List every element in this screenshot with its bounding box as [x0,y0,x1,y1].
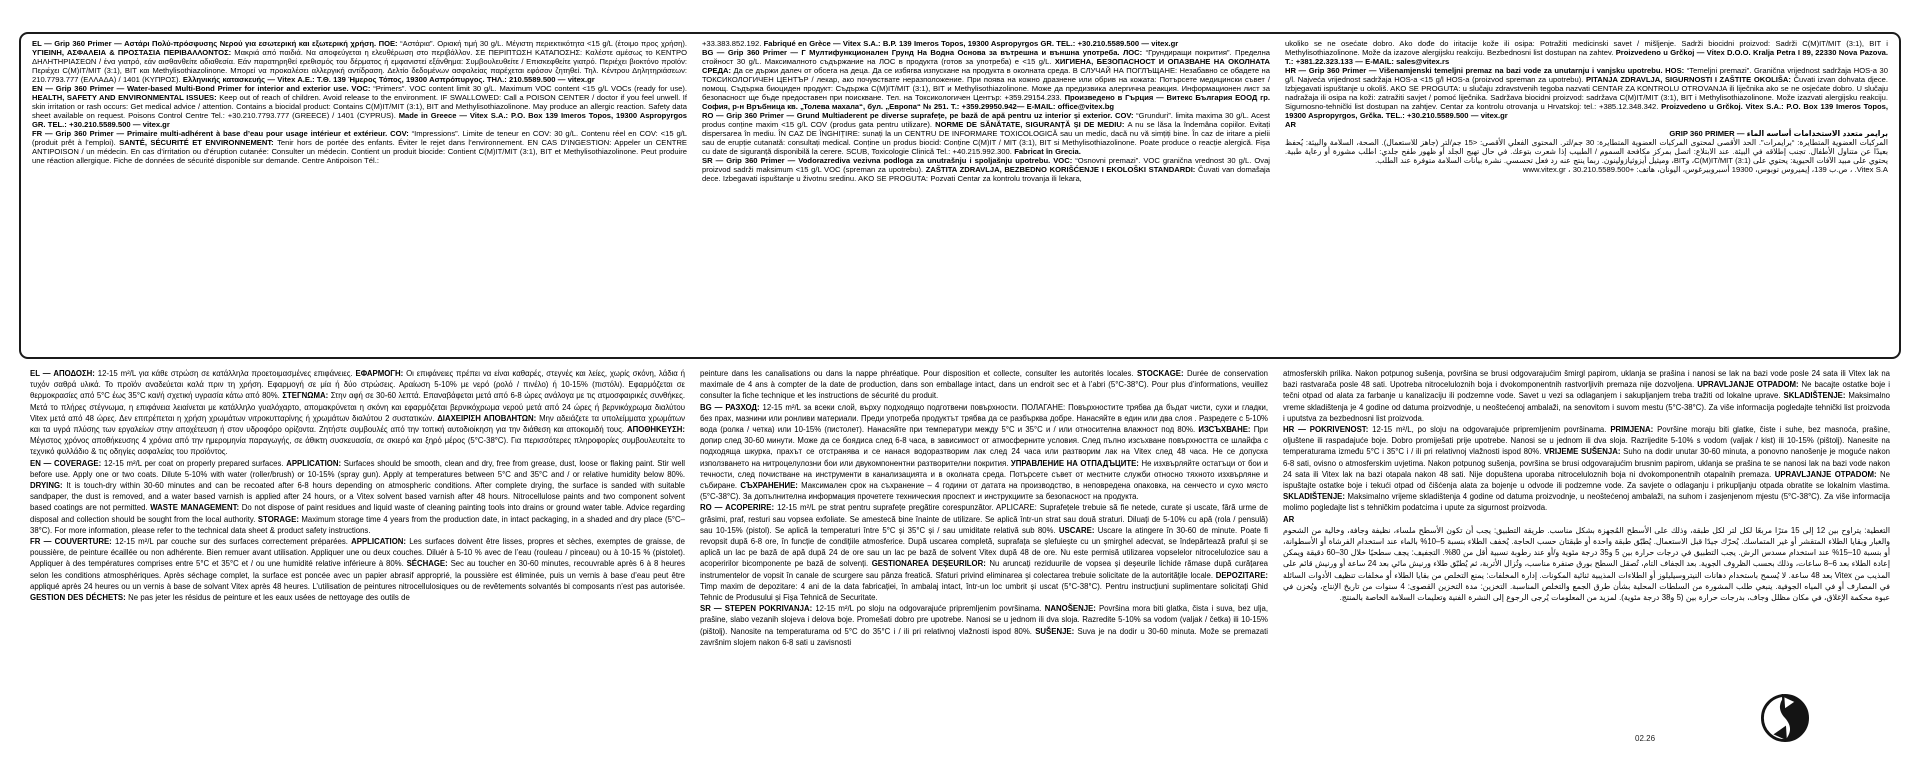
el-instructions-text: EL — ΑΠΟΔΟΣΗ: 12-15 m²/L για κάθε στρώση σε κατάλληλα προετοιμασμένες επιφάνειες. ΕΦΑΡΜΟΓΗ: Οι επιφάνειες πρέπει να είναι καθαρές, στεγνές και λείες, χωρίς σκόνη, λάδια ή τυχόν σαθρά υλικά. Το προϊόν αναδεύεται καλά πριν τη χρήση. Εφαρμογή σε μία ή δύο στρώσεις. Αραίωση 5-10% με νερό (ρολό / πινέλο) ή 10-15% (πιστόλι). Εφαρμόζεται σε θερμοκρασίες από 5°C έως 35°C και/ή σχετική υγρασία κάτω από 80%. ΣΤΕΓΝΩΜΑ: Στην αφή σε 30-60 λεπτά. Επαναβάφεται μετά από 6-8 ώρες ανάλογα με τις ατμοσφαιρικές συνθήκες. Μετά το πλήρες στέγνωμα, η επιφάνεια λειαίνεται με κατάλληλο γυαλόχαρτο, απομακρύνεται η σκόνη και εφαρμόζεται βερνικόχρωμα νερού μετά από 24 ώρες ή βερνικόχρωμα διαλύτου Vitex μετά από 48 ώρες. Δεν επιτρέπεται η χρήση χρωμάτων νιτροκυτταρίνης ή χρωμάτων διαλύτου 2 συστατικών. ΔΙΑΧΕΙΡΙΣΗ ΑΠΟΒΛΗΤΩΝ: Μην αδειάζετε τα υπολείμματα χρωμάτων και τα υγρά πλύσης των εργαλείων στην αποχέτευση ή στον υδροφόρο ορίζοντα. Ζητήστε συμβουλές από την τοπική αυτοδιοίκηση για την διάθεση και αποκομιδή τους. ΑΠΟΘΗΚΕΥΣΗ: Μέγιστος χρόνος αποθήκευσης 4 χρόνια από την ημερομηνία παραγωγής, σε άθικτη συσκευασία, σε σκιερό και ξηρό μέρος (5°C-38°C). Για περισσότερες πληροφορίες συμβουλευτείτε το τεχνικό φυλλάδιο & τις οδηγίες ασφαλείας του προϊόντος. [30,369,685,457]
fr-instructions-text: FR — COUVERTURE: 12-15 m²/L par couche sur des surfaces correctement préparées. APPLICATION: Les surfaces doivent être lisses, propres et sèches, exemptes de graisse, de poussière, de peinture écaillée ou non adhérente. Bien remuer avant utilisation. Appliquer une ou deux couches. Diluér à 5-10 % avec de l’eau (rouleau / pinceau) ou à 10-15 % (pistolet). Appliquer à des températures comprises entre 5°C et 35°C et / ou une humidité relative inférieure à 80%. SÉCHAGE: Sec au toucher en 30-60 minutes, recouvrable après 6 à 8 heures selon les conditions atmosphériques. Après séchage complet, la surface est poncée avec un papier abrasif approprié, la poussière est éliminée, puis un vernis à base d’eau peut être appliqué après 24 heures ou un vernis à base de solvant Vitex après 48 heures. L’utilisation de peintures nitrocellulosiques ou de revêtements solvantés bi composants n’est pas autorisée. GESTION DES DÉCHETS: Ne pas jeter les résidus de peinture et les eaux usées de nettoyage des outils de [30,537,685,603]
fr-regulatory-continuation: +33.383.852.192. Fabriqué en Grèce — Vitex S.A.: B.P. 139 Imeros Topos, 19300 Aspropyrgos GR. TEL.: +30.210.5589.500 — vitex.gr [702,39,1179,48]
ar-instructions-text: التغطية: يتراوح بين 12 إلى 15 مترًا مربعًا لكل لتر لكل طبقة، وذلك على الأسطح المُجهزة بشكل مناسب. طريقة التطبيق: يجب أن تكون الأسطح ملساء، نظيفة وجافة، وخالية من الشحوم والغبار وبقايا الطلاء المتقشر أو غير المتماسك. يُحرّك جيدًا قبل الاستعمال. يُطبّق طبقة واحدة أو طبقتان حسب الحاجة. يُخفف الطلاء بنسبة 5–10% بالماء عند استخدام الفرشاة أو الأسطوانة، أو بنسبة 10–15% عند استخدام مسدس الرش. يجب التطبيق في درجات حرارة بين 5 و35 درجة مئوية و/أو عند رطوبة نسبية أقل من 80%. التجفيف: يجف سطحيًا خلال 30–60 دقيقة ويمكن إعادة الطلاء بعد 6–8 ساعات، وذلك بحسب الظروف الجوية. بعد الجفاف التام، تُصقل السطح بورق صنفرة مناسب، وتُزال الأتربة، ثم يُطبّق طلاء ورنيش مائي بعد 24 ساعة أو ورنيش قائم على المذيب من Vitex بعد 48 ساعة. لا يُسمح باستخدام دهانات النيتروسيليلوز أو الطلاءات المذيبية ثنائية المكونات. إدارة المخلفات: يمنع التخلص من بقايا الطلاء أو مخلفات تنظيف الأدوات السائلة في المصارف أو في المياه الجوفية. ينبغي طلب المشورة من السلطات المحلية بشأن طرق الجمع والتخلص المناسبة. التخزين: مدة التخزين القصوى: 4 سنوات من تاريخ الإنتاج، ويُخزن في عبوة محكمة الإغلاق، في مكان مظلل وجاف، بدرجات حرارة بين (5 و38 درجة مئوية). لمزيد من المعلومات يُرجى الرجوع إلى النشرة الفنية وتعليمات السلامة الخاصة بالمنتج. [1283,525,1890,603]
instructions-column-1 [30,368,685,778]
regulatory-column-3 [1285,39,1888,354]
instructions-column-3 [1283,368,1890,778]
hr-instructions-text: HR — POKRIVENOST: 12-15 m²/L, po sloju na odgovarajuće pripremljenim površinama. PRIMJENA: Površine moraju biti glatke, čiste i suhe, bez masnoća, prašine, oljuštene ili raspadajuće boje. Dobro promiješati prije upotrebe. Nanosi se u jednom ili dva sloja. Razrijedite 5-10% s vodom (valjak / kist) ili 10-15% (pištolj). Nanesite na temperaturama između 5°C i 35°C i / ili pri relativnoj vlažnosti ispod 80%. VRIJEME SUŠENJA: Suho na dodir unutar 30-60 minuta, a ponovno nanošenje je moguće nakon 6-8 sati, ovisno o atmosferskim uvjetima. Nakon potpunog sušenja, površina se brusi odgovarajućim brusnim papirom, uklanja se prašina te se nanosi lak na bazi vode nakon 24 sata ili Vitex lak na bazi otapala nakon 48 sati. Nije dopuštena uporaba nitroceluloznih boja ni dvokomponentnih otapalnih premaza. UPRAVLJANJE OTPADOM: Ne ispuštajte ostatke boje i tekući otpad od čišćenja alata za bojenje u odvode ili podzemne vode. Za savjete o odlaganju i prikupljanju otpada obratite se lokalnim vlastima. SKLADIŠTENJE: Maksimalno vrijeme skladištenja 4 godine od datuma proizvodnje, u neoštećenoj ambalaži, na suhom i zasjenjenom mjestu (5°C-38°C). Za više informacija molimo pogledajte list s tehničkim podatcima i upute za sigurnost proizvoda. [1283,425,1890,513]
sr-instructions-text: SR — STEPEN POKRIVANJA: 12-15 m²/L po sloju na odgovarajuće pripremljenim površinama. NANOŠENJE: Površina mora biti glatka, čista i suva, bez ulja, prašine, slabo vezanih slojeva i delova boje. Promešati dobro pre upotrebe. Nanosi se u jednom ili dva sloja. Razredite 5-10% sa vodom (valjak / četka) ili 10-15% (pištolj). Nanosite na temperaturama od 5°C do 35°C i / ili pri relativnoj vlažnosti ispod 80%. SUŠENJE: Suva je na dodir u 30-60 minuta. Može se premazati završnim slojem nakon 6-8 sati u zavisnosti [700,604,1268,647]
regulatory-column-1 [32,39,687,354]
bg-instructions-text: BG — РАЗХОД: 12-15 m²/L за всеки слой, върху подходящо подготвени повърхности. ПОЛАГАНЕ: Повърхностите трябва да бъдат чисти, сухи и гладки, без прах, мазнини или ронливи материали. Преди употреба продуктът трябва да се разбърква добре. Нанасяйте в един или два слоя . Разредете с 5-10% вода (ролка / четка) или 10-15% (пистолет). Нанасяйте при температури между 5°C и 35°C и / или относителна влажност под 80%. ИЗСЪХВАНЕ: При допир след 30-60 минути. Може да се боядиса след 6-8 часа, в зависимост от атмосферните условия. След пълно изсъхване повърхността се шлайфа с подходяща шкурка, прахът се отстранява и се нанася водоразтворим лак след 24 часа или разтворим лак на Vitex след 48 часа. Не се допуска използването на нитроцелулозни бои или двукомпонентни разтворителни покрития. УПРАВЛЕНИЕ НА ОТПАДЪЦИТЕ: Не изхвърляйте остатъци от бои и течности, след почистване на инструменти в канализацията и в околната среда. Потърсете съвет от местните служби относно тяхното изхвърляне и събиране. СЪХРАНЕНИЕ: Максимален срок на съхранение – 4 години от датата на производство, в неповредена опаковка, на сенчесто и сухо място (5°C-38°C). За допълнителна информация прочетете техническия проспект и инструкциите за безопасност на продукта. [700,402,1268,502]
hr-regulatory-text: HR — Grip 360 Primer — Višenamjenski temeljni premaz na bazi vode za unutarnju i vanjsku upotrebu. HOS: “Temeljni premazi”. Granična vrijednost sadržaja HOS-a 30 g/l. Najveća vrijednost sadržaja HOS-a <15 g/l HOS-a (proizvod spreman za upotrebu). PITANJA ZDRAVLJA, SIGURNOSTI I ZAŠTITE OKOLIŠA: Čuvati izvan dohvata djece. Izbjegavati ispuštanje u okoliš. AKO SE PROGUTA: u slučaju zdravstvenih tegoba nazvati CENTAR ZA KONTROLU OTROVANJA ili liječnika ako se ne osjećate dobro. U slučaju nadražaja ili osipa na koži: zatražiti savjet / pomoć liječnika. Sadržava biocidni proizvod: sadržava C(M)IT/MIT (3:1), BIT i Methylisothiazolinone. Može izazvati alergijsku reakciju. Sigurnosno-tehnički list dostupan na zahtjev. Centar za kontrolu otrovanja u Hrvatskoj: tel.: +385.12.348.342. Proizvedeno u Grčkoj. Vitex S.A.: P.O. Box 139 Imeros Topos, 19300 Aspropyrgos, Grčka. TEL.: +30.210.5589.500 — vitex.gr [1285,66,1888,120]
sr-instructions-continuation: atmosferskih prilika. Nakon potpunog sušenja, površina se brusi odgovarajućim šmirgl papirom, uklanja se prašina i nanosi se lak na bazi vode posle 24 sata ili Vitex lak na bazi rastvarača posle 48 sati. Upotreba nitroceluloznih boja i dvokomponentnih rastvorljivih premaza nije dozvoljena. UPRAVLJANJE OTPADOM: Ne bacajte ostatke boje i tečni otpad od alata za farbanje u kanalizaciju ili podzemne vode. Savet u vezi sa odlaganjem i sakupljanjem treba tražiti od lokalne uprave. SKLADIŠTENJE: Maksimalno vreme skladištenja je 4 godine od datuma proizvodnje, u neoštećenoj ambalaži, na senovitom i suvom mestu (5°C-38°C). Za više informacija pogledajte tehnički list proizvoda i uputstva za bezbednosni list proizvoda. [1283,369,1890,423]
ar-regulatory-text: المركبات العضوية المتطايرة: “برايمرات”. الحد الأقصى لمحتوى المركبات العضوية المتطايرة: 30 جم/لتر. المحتوى الفعلي الأقصى: <15 جم/لتر (جاهز للاستعمال). الصحة، السلامة والبيئة: يُحفظ بعيدًا عن متناول الأطفال. تجنب إطلاقه في البيئة. عند الابتلاع: اتصل بمركز مكافحة السموم / الطبيب إذا شعرت بتوعك. في حال تهيج الجلد أو ظهور طفح جلدي: اطلب مشورة أو رعاية طبية. يحتوي على مبيد الآفات الحيوية: يحتوي على C(M)IT/MIT (3:1)، وBIT، وميثيل أيزوثيازولينون. ربما ينتج عنه رد فعل تحسسي. نشرة بيانات السلامة متوفرة عند الطلب. [1285,138,1888,165]
regulatory-box [19,32,1901,359]
green-dot-recycling-icon [1761,694,1809,742]
ar-manufacturer-address: Vitex S.A. ، ص.ب 139، إيميروس توبوس، 19300 أسبروبيرغوس، اليونان، هاتف: +30.210.5589.500 ، www.vitex.gr [1523,165,1888,174]
ar-language-heading: AR [1285,120,1296,129]
el-regulatory-text: EL — Grip 360 Primer — Αστάρι Πολύ-πρόσφυσης Νερού για εσωτερική και εξωτερική χρήση. ΠΟΕ: “Αστάρια”. Οριακή τιμή 30 g/L. Μέγιστη περιεκτικότητα <15 g/L (έτοιμο προς χρήση). ΥΓΙΕΙΝΗ, ΑΣΦΑΛΕΙΑ & ΠΡΟΣΤΑΣΙΑ ΠΕΡΙΒΑΛΛΟΝΤΟΣ: Μακριά από παιδιά. Να αποφεύγεται η ελευθέρωση στο περιβάλλον. ΣΕ ΠΕΡΙΠΤΩΣΗ ΚΑΤΑΠΟΣΗΣ: Καλέστε αμέσως το ΚΕΝΤΡΟ ΔΗΛΗΤΗΡΙΑΣΕΩΝ / ένα γιατρό, εάν αισθανθείτε αδιαθεσία. Εάν παρατηρηθεί ερεθισμός του δέρματος ή εμφανιστεί εξάνθημα: Συμβουλευθείτε / Επισκεφθείτε γιατρό. Περιέχει βιοκτόνο προϊόν: Περιέχει C(M)IT/MIT (3:1), BIT και Methylisothiazolinone. Μπορεί να προκαλέσει αλλεργική αντίδραση. Δελτίο δεδομένων ασφαλείας παρέχεται εφόσον ζητηθεί. Τηλ. Κέντρου Δηλητηριάσεων: 210.7793.777 (ΕΛΛΑΔΑ) / 1401 (ΚΥΠΡΟΣ). Ελληνικής κατασκευής — Vitex A.E.: Τ.Θ. 139 Ήμερος Τόπος, 19300 Ασπρόπυργος. ΤΗΛ.: 210.5589.500 — vitex.gr [32,39,687,84]
fr-instructions-continuation: peinture dans les canalisations ou dans la nappe phréatique. Pour disposition et collecte, consulter les autorités locales. STOCKAGE: Durée de conservation maximale de 4 ans à compter de la date de production, dans son emballage intact, dans un endroit sec et à l’abri (5°C-38°C). Pour plus d’informations, veuillez consulter la fiche technique et les instructions de sécurité du produit. [700,369,1268,401]
bg-regulatory-text: BG — Grip 360 Primer — Г Мултифункционален Грунд На Водна Основа за вътрешна и външна употреба. ЛОС: “Грундиращи покрития”. Пределна стойност 30 g/L. Максималното съдържание на ЛОС в продукта (готов за употреба) е <15 g/L. ХИГИЕНА, БЕЗОПАСНОСТ И ОПАЗВАНЕ НА ОКОЛНАТА СРЕДА: Да се държи далеч от обсега на деца. Да се избягва изпускане на продукта в околната среда. В СЛУЧАЙ НА ПОГЛЪЩАНЕ: Незабавно се обадете на ТОКСИКОЛОГИЧЕН ЦЕНТЪР / лекар, ако почувствате неразположение. При поява на кожно дразнене или обрив на кожата: Потърсете медицински съвет / помощ. Съдържа биоциден продукт: Съдържа C(M)IT/MIT (3:1), BIT и Methylisothiazolinone. Може да предизвика алергична реакция. Информационен лист за безопасност ще бъде предоставен при поискване. Тел. на Токсикологичен Център: +359.29154.233. Произведено в Гърция — Витекс България ЕООД гр. София, р-н Връбница кв. „Толева махала“, бул. „Европа“ № 251. Т.: +359.29950.942— E-MAIL: office@vitex.bg [702,48,1271,111]
edition-code: 02.26 [1635,734,1656,743]
sr-regulatory-continuation: ukoliko se ne osećate dobro. Ako dođe do iritacije kože ili osipa: Potražiti medicinski savet / mišljenje. Sadrži biocidni proizvod: Sadrži C(M)IT/MIT (3:1), BIT i Methylisothiazolinone. Može da izazove alergijsku reakciju. Bezbednosni list dostupan na zahtev. Proizvedeno u Grčkoj — Vitex D.O.O. Kralja Petra I 89, 22330 Nova Pazova. T.: +381.22.323.133 — E-MAIL: sales@vitex.rs [1285,39,1889,66]
ar-product-title: برايمر متعدد الاستخدامات أساسه الماء — GRIP 360 PRIMER [1669,129,1888,138]
fr-regulatory-text: FR — Grip 360 Primer — Primaire multi-adhérent à base d’eau pour usage intérieur et extérieur. COV: “Impressions”. Limite de teneur en COV: 30 g/L. Contenu réel en COV: <15 g/L (produit prêt à l’emploi). SANTÉ, SÉCURITÉ ET ENVIRONNEMENT: Tenir hors de portée des enfants. Éviter le rejet dans l’environnement. EN CAS D'INGESTION: Appeler un CENTRE ANTIPOISON / un médecin. En cas d’irritation ou d’éruption cutanée: Consulter un médecin. Contient un produit biocide: Contient C(M)IT/MIT (3:1), BIT et Methylisothiazolinone. Peut produire une réaction allergique. Fiche de données de sécurité disponible sur demande. Centre Antipoison Tél.: [32,129,688,165]
en-regulatory-text: EN — Grip 360 Primer — Water-based Multi-Bond Primer for interior and exterior use. VOC: “Primers”. VOC content limit 30 g/L. Maximum VOC content <15 g/L VOCs (ready for use). HEALTH, SAFETY AND ENVIRONMENTAL ISSUES: Keep out of reach of children. Avoid release to the environment. IF SWALLOWED: Call a POISON CENTER / doctor if you feel unwell. If skin irritation or rash occurs: Get medical advice / attention. Contains a biocidal product: Contains C(M)IT/MIT (3:1), BIT and Methylisothiazolinone. May produce an allergic reaction. Safety data sheet available on request. Poisons Control Centre Tel.: +30.210.7793.777 (GREECE) / 1401 (CYPRUS). Made in Greece — Vitex S.A.: P.O. Box 139 Imeros Topos, 19300 Aspropyrgos GR. TEL.: +30.210.5589.500 — vitex.gr [32,84,687,129]
regulatory-column-2 [702,39,1270,354]
sr-regulatory-text: SR — Grip 360 Primer — Vodorazrediva vezivna podloga za unutrašnju i spoljašnju upotrebu. VOC: “Osnovni premazi”. VOC granična vrednost 30 g/L. Ovaj proizvod sadrži maksimum <15 g/L VOC (spreman za upotrebu). ZAŠTITA ZDRAVLJA, BEZBEDNO KORIŠĆENJE I EKOLOŠKI STANDARDI: Čuvati van domašaja dece. Izbegavati ispuštanje u životnu sredinu. AKO SE PROGUTA: Pozvati Centar za kontrolu trovanja ili lekara, [702,156,1270,183]
ar-language-heading-bottom: AR [1283,514,1295,524]
ro-instructions-text: RO — ACOPERIRE: 12-15 m²/L pe strat pentru suprafețe pregătire corespunzător. APLICARE: Suprafețele trebuie să fie netede, curate și uscate, fără urme de grăsimi, praf, resturi sau vopsea exfoliate. Se amestecă bine înainte de utilizare. Se aplică într-un strat sau două straturi. Diluați de 5-10% cu apă (rola / pensulă) sau 10-15% (pistol). Se aplică la temperaturi între 5°C și 35°C și / sau umiditate relativă sub 80%. USCARE: Uscare la atingere în 30-60 de minute. Poate fi revopsit după 6-8 ore, în funcție de condițiile atmosferice. După uscarea completă, suprafața se șlefuiește cu un șmirghel adecvat, se îndepărtează praful și se aplică un lac pe bază de apă după 24 de ore sau un lac pe bază de solvent Vitex după 48 de ore. Nu este permisă utilizarea vopselelor nitrocelulozice sau a acoperirilor bicomponente pe bază de solvenți. GESTIONAREA DEȘEURILOR: Nu aruncați reziduurile de vopsea și deșeurile lichide rămase după curățarea instrumentelor de vopsit în canale de scurgere sau pânza freatică. Sfaturi privind eliminarea și colectarea trebuie solicitate de la autoritățile locale. DEPOZITARE: Timp maxim de depozitare: 4 ani de la data fabricației, în ambalaj intact, într-un loc umbrit și uscat (5°C-38°C). Pentru instrucțiuni suplimentare solicitați Ghid Tehnic de Produsului și Fișa Tehnică de Securitate. [700,503,1268,603]
instructions-column-2 [700,368,1268,778]
instructions-band [19,368,1901,778]
ro-regulatory-text: RO — Grip 360 Primer — Grund Multiaderent pe diverse suprafețe, pe bază de apă pentru uz interior și exterior. COV: “Grunduri”. limita maxima 30 g/L. Acest produs conține maxim <15 g/L COV (produs gata pentru utilizare). NORME DE SĂNĂTATE, SIGURANȚĂ ȘI DE MEDIU: A nu se lăsa la îndemâna copiilor. Evitați dispersarea în mediu. ÎN CAZ DE ÎNGHIȚIRE: sunați la un CENTRU DE INFORMARE TOXICOLOGICĂ sau un medic, dacă nu vă simțiți bine. În caz de iritare a pielii sau de erupție cutanată: consultați medical. Conține un produs biocid: Conține C(M)IT / MIT (3:1), BIT si Methylisothiazolinone. Poate produce o reacție alergică. Fișa cu date de siguranță disponibilă la cerere. SCUB, Toxicologie Clinică Tel.: +40.215.992.300. Fabricat în Grecia. [702,111,1271,156]
en-instructions-text: EN — COVERAGE: 12-15 m²/L per coat on properly prepared surfaces. APPLICATION: Surfaces should be smooth, clean and dry, free from grease, dust, loose or flaking paint. Stir well before use. Apply one or two coats. Dilute 5-10% with water (roller/brush) or 10-15% (spray gun). Apply at temperatures between 5°C and 35°C and / or relative humidity below 80%. DRYING: It is touch-dry within 30-60 minutes and can be recoated after 6-8 hours depending on atmospheric conditions. After complete drying, the surface is sanded with suitable sandpaper, the dust is removed, and a water based varnish is applied after 24 hours, or a Vitex solvent based varnish after 48 hours. Nitrocellulose paints and two component solvent based coatings are not permitted. WASTE MANAGEMENT: Do not dispose of paint residues and liquid waste of cleaning painting tools into drains or ground water table. Advice regarding disposal and collection should be sought from the local authority. STORAGE: Maximum storage time 4 years from the production date, in intact packaging, in a shaded and dry place (5°C–38°C). For more information, please refer to the technical data sheet & product safety instructions. [30,458,685,535]
